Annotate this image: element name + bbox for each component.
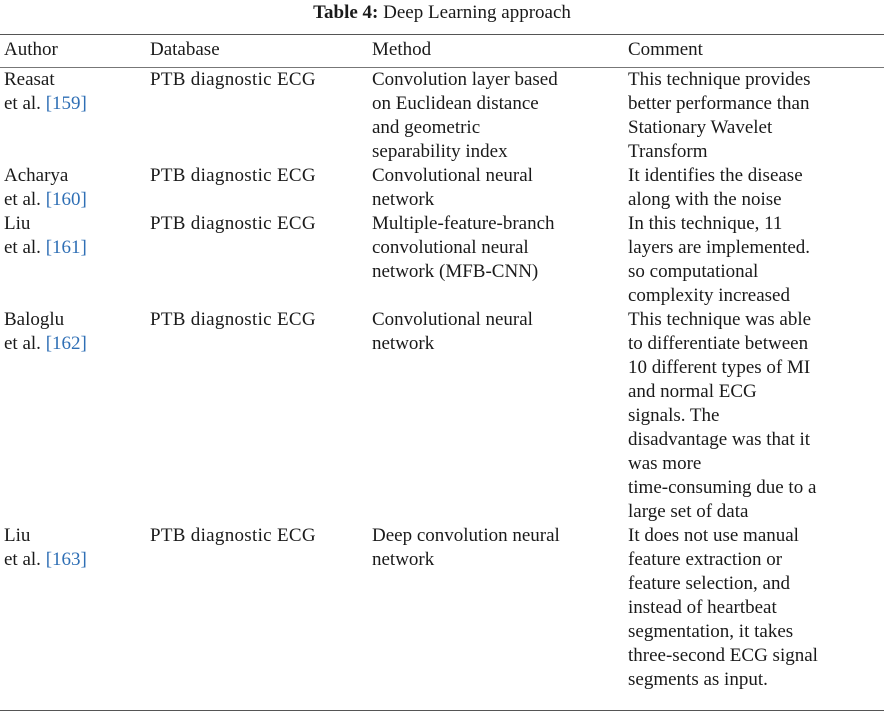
cell-method [368,308,624,524]
comment-line: 10 different types of MI [628,357,811,378]
method-line: network [372,549,435,570]
comment-line: segments as input. [628,669,768,690]
author-name: Baloglu [4,309,65,330]
author-name: Acharya [4,165,69,186]
comment-line: This technique provides [628,69,811,90]
citation-link[interactable]: [160] [45,189,87,210]
etal-text: et al. [4,237,41,258]
author-etal [4,236,146,260]
table-title: Deep Learning approach [383,2,571,23]
author-name: Liu [4,525,31,546]
author-name: Liu [4,213,31,234]
comment-line: to differentiate between [628,333,809,354]
author-name: Reasat [4,69,55,90]
table-row [0,524,884,692]
method-line: on Euclidean distance [372,93,539,114]
method-line: Multiple-feature-branch [372,213,555,234]
comment-line: It does not use manual [628,525,799,546]
etal-text: et al. [4,93,41,114]
comment-line: This technique was able [628,309,812,330]
comment-line: better performance than [628,93,810,114]
comment-line: along with the noise [628,189,782,210]
cell-method [368,67,624,164]
cell-database: PTB diagnostic ECG [150,165,316,186]
comment-line: so computational [628,261,759,282]
comment-line: large set of data [628,501,749,522]
comment-line: layers are implemented. [628,237,811,258]
comment-line: was more [628,453,702,474]
comment-line: feature selection, and [628,573,790,594]
citation-link[interactable]: [159] [45,93,87,114]
cell-comment [624,164,884,212]
cell-comment [624,308,884,524]
table-row [0,164,884,212]
comment-line: signals. The [628,405,720,426]
comment-line: segmentation, it takes [628,621,794,642]
cell-comment [624,67,884,164]
comment-line: and normal ECG [628,381,757,402]
method-line: network [372,189,435,210]
method-line: Convolutional neural [372,165,533,186]
table-label: Table 4: [313,2,379,23]
table-row [0,308,884,524]
author-etal [4,92,146,116]
citation-link[interactable]: [162] [45,333,87,354]
header-comment: Comment [628,39,703,60]
cell-database: PTB diagnostic ECG [150,69,316,90]
method-line: convolutional neural [372,237,529,258]
header-author: Author [4,39,58,60]
cell-database: PTB diagnostic ECG [150,213,316,234]
cell-comment [624,524,884,692]
author-etal [4,548,146,572]
comment-line: time-consuming due to a [628,477,817,498]
cell-author [0,164,146,212]
table-header-row [0,36,884,67]
method-line: Convolutional neural [372,309,533,330]
header-method: Method [372,39,432,60]
method-line: Deep convolution neural [372,525,560,546]
bottom-rule [0,710,884,711]
comment-line: disadvantage was that it [628,429,811,450]
cell-comment [624,212,884,308]
method-line: Convolution layer based [372,69,558,90]
method-line: and geometric [372,117,481,138]
table-caption [0,2,884,24]
cell-author [0,67,146,164]
cell-author [0,212,146,308]
cell-author [0,308,146,524]
table-row [0,67,884,164]
cell-method [368,524,624,692]
citation-link[interactable]: [161] [45,237,87,258]
method-line: network (MFB-CNN) [372,261,539,282]
method-line: network [372,333,435,354]
cell-method [368,212,624,308]
comment-line: It identifies the disease [628,165,803,186]
deep-learning-table [0,36,884,692]
top-rule [0,34,884,35]
comment-line: instead of heartbeat [628,597,777,618]
cell-method [368,164,624,212]
comment-line: complexity increased [628,285,790,306]
comment-line: three-second ECG signal [628,645,818,666]
author-etal [4,332,146,356]
cell-database: PTB diagnostic ECG [150,525,316,546]
comment-line: feature extraction or [628,549,783,570]
header-database: Database [150,39,220,60]
cell-database: PTB diagnostic ECG [150,309,316,330]
comment-line: Transform [628,141,708,162]
comment-line: In this technique, 11 [628,213,783,234]
citation-link[interactable]: [163] [45,549,87,570]
table-row [0,212,884,308]
etal-text: et al. [4,189,41,210]
method-line: separability index [372,141,508,162]
etal-text: et al. [4,549,41,570]
author-etal [4,188,146,212]
comment-line: Stationary Wavelet [628,117,773,138]
cell-author [0,524,146,692]
etal-text: et al. [4,333,41,354]
